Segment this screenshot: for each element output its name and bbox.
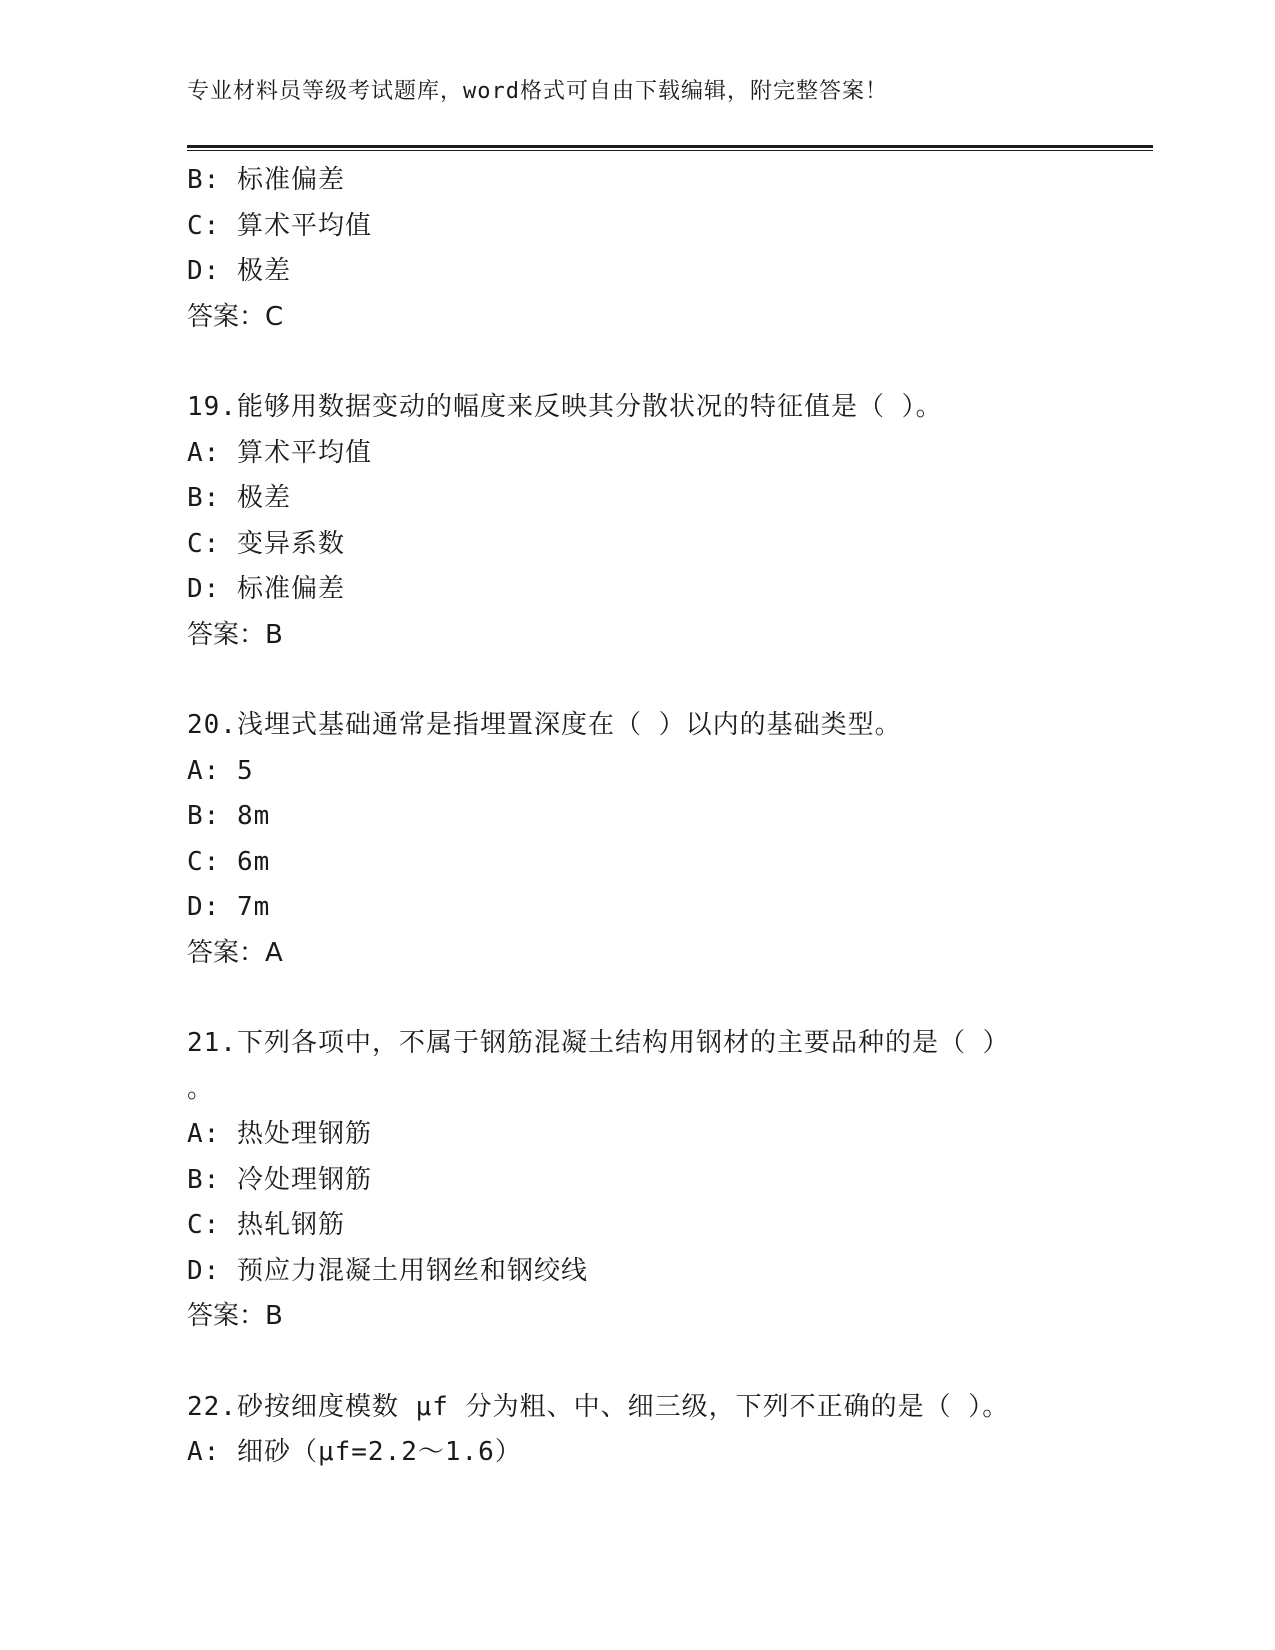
option-b: B: 标准偏差	[187, 165, 345, 195]
option-b: B: 极差	[187, 483, 291, 513]
option-c: C: 6m	[187, 846, 271, 877]
option-b: B: 冷处理钢筋	[187, 1164, 372, 1195]
question-list	[187, 158, 1087, 1476]
option-d: D: 预应力混凝土用钢丝和钢绞线	[187, 1255, 588, 1286]
option-a: A: 热处理钢筋	[187, 1119, 372, 1149]
question-stem: 21.下列各项中，不属于钢筋混凝土结构用钢材的主要品种的是（ ）	[187, 1028, 1010, 1058]
header-divider	[187, 145, 1153, 148]
question-19	[187, 385, 1087, 658]
question-21	[187, 1021, 1087, 1340]
answer-line: 答案：B	[187, 619, 283, 650]
option-a: A: 算术平均值	[187, 437, 372, 468]
question-stem: 20.浅埋式基础通常是指埋置深度在（ ）以内的基础类型。	[187, 710, 902, 740]
option-b: B: 8m	[187, 801, 271, 831]
option-d: D: 7m	[187, 892, 271, 922]
option-d: D: 极差	[187, 256, 291, 286]
option-c: C: 变异系数	[187, 528, 345, 559]
option-a: A: 5	[187, 755, 254, 786]
option-c: C: 算术平均值	[187, 210, 372, 241]
question-stem: 22.砂按细度模数 μf 分为粗、中、细三级，下列不正确的是（ ）。	[187, 1391, 1010, 1422]
document-header: 专业材料员等级考试题库，word格式可自由下载编辑，附完整答案！	[187, 79, 888, 104]
question-stem: 19.能够用数据变动的幅度来反映其分散状况的特征值是（ ）。	[187, 392, 943, 422]
option-a: A: 细砂（μf=2.2～1.6）	[187, 1437, 522, 1467]
option-c: C: 热轧钢筋	[187, 1210, 345, 1240]
question-stem-continuation: 。	[187, 1073, 215, 1104]
header-divider-thin	[187, 150, 1153, 151]
answer-line: 答案：A	[187, 937, 283, 968]
answer-line: 答案：C	[187, 301, 284, 332]
question-22	[187, 1385, 1087, 1476]
option-d: D: 标准偏差	[187, 574, 345, 604]
answer-line: 答案：B	[187, 1301, 283, 1331]
question-18-continuation	[187, 158, 1087, 340]
question-20	[187, 703, 1087, 976]
